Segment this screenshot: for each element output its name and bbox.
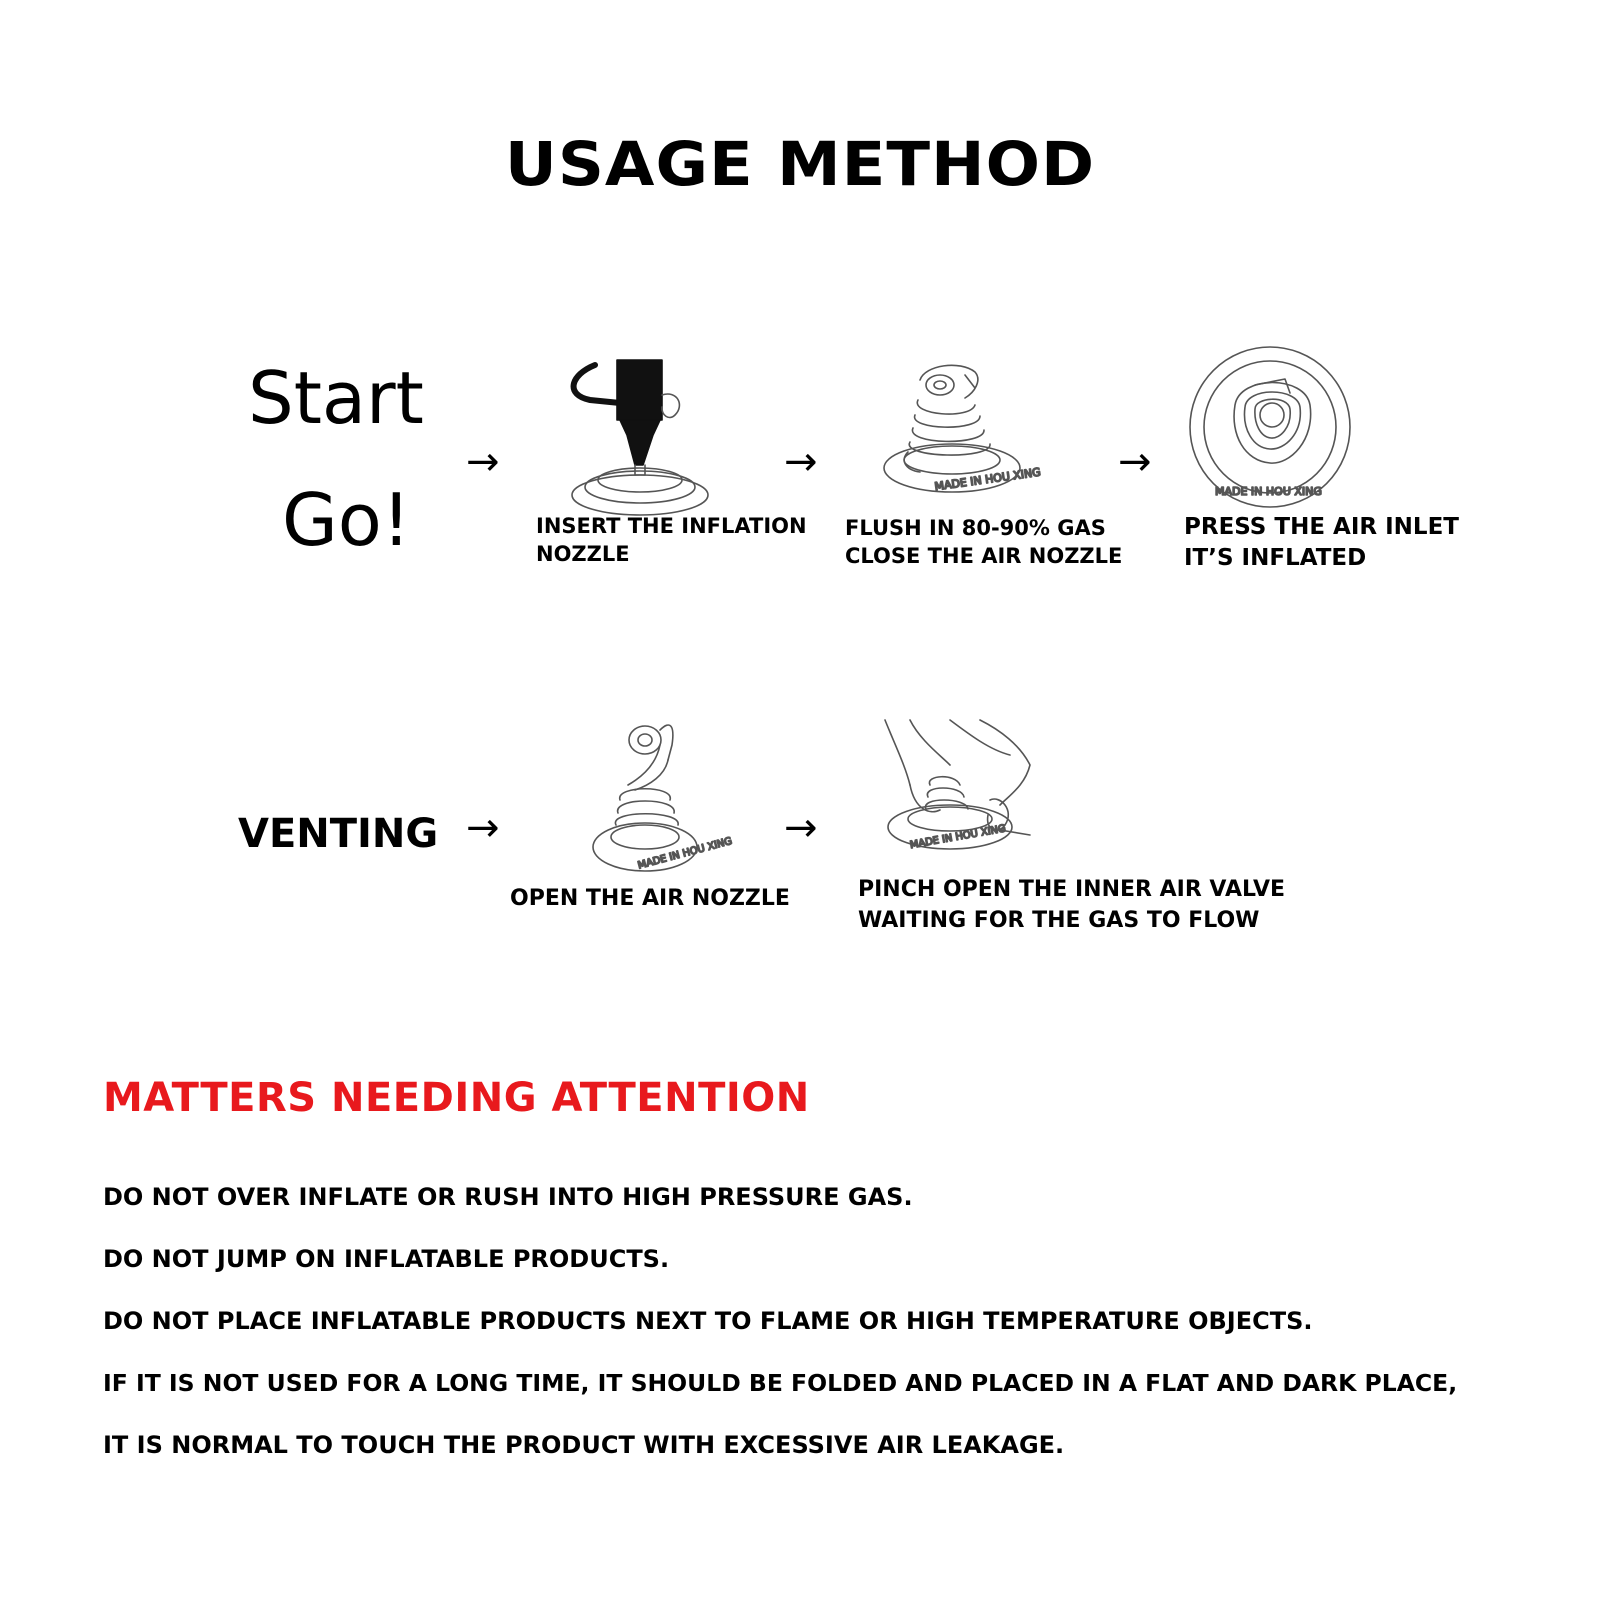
attention-item: DO NOT PLACE INFLATABLE PRODUCTS NEXT TO FLAME OR HIGH TEMPERATURE OBJECTS. [103, 1307, 1313, 1335]
attention-item: IF IT IS NOT USED FOR A LONG TIME, IT SHOULD BE FOLDED AND PLACED IN A FLAT AND DARK PLACE, [103, 1369, 1458, 1397]
arrow-icon: → [784, 805, 818, 851]
step-caption: INSERT THE INFLATION [536, 514, 807, 538]
step-caption: FLUSH IN 80-90% GAS [845, 516, 1106, 540]
step-caption: NOZZLE [536, 542, 630, 566]
start-label: Start [248, 356, 424, 440]
arrow-icon: → [1118, 439, 1152, 485]
venting-label: VENTING [238, 811, 439, 857]
page-title: USAGE METHOD [504, 129, 1096, 201]
valve-imprint: MADE IN HOU XING [1215, 485, 1322, 498]
attention-item: DO NOT JUMP ON INFLATABLE PRODUCTS. [103, 1245, 670, 1273]
attention-item: DO NOT OVER INFLATE OR RUSH INTO HIGH PRESSURE GAS. [103, 1183, 913, 1211]
valve-imprint: MADE IN HOU XING [636, 835, 734, 872]
valve-imprint: MADE IN HOU XING [909, 823, 1007, 852]
arrow-icon: → [466, 439, 500, 485]
step-caption: PRESS THE AIR INLET [1184, 514, 1459, 540]
valve-imprint: MADE IN HOU XING [933, 465, 1042, 494]
inflation-nozzle-insert-icon [565, 355, 725, 515]
step-caption: IT’S INFLATED [1184, 545, 1367, 571]
step-caption: PINCH OPEN THE INNER AIR VALVE [858, 877, 1286, 902]
step-caption: OPEN THE AIR NOZZLE [510, 886, 790, 911]
step-caption: WAITING FOR THE GAS TO FLOW [858, 908, 1260, 933]
go-label: Go! [282, 478, 411, 562]
hand-pinch-valve-icon [885, 720, 1030, 852]
attention-title: MATTERS NEEDING ATTENTION [103, 1075, 810, 1121]
valve-top-view-icon [1190, 347, 1350, 507]
arrow-icon: → [784, 439, 818, 485]
arrow-icon: → [466, 805, 500, 851]
attention-item: IT IS NORMAL TO TOUCH THE PRODUCT WITH EXCESSIVE AIR LEAKAGE. [103, 1431, 1065, 1459]
step-caption: CLOSE THE AIR NOZZLE [845, 544, 1123, 568]
